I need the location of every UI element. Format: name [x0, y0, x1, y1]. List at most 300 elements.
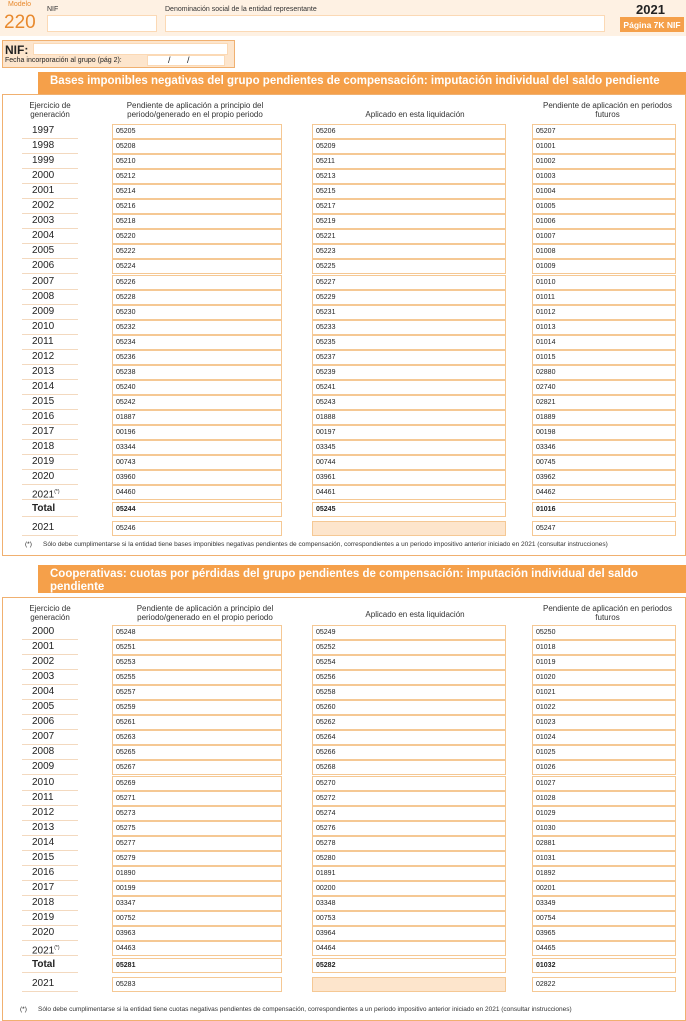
amount-field[interactable]: 05276: [312, 821, 506, 836]
amount-field[interactable]: 05257: [112, 685, 282, 700]
amount-field[interactable]: 00198: [532, 425, 676, 440]
year-text: 2020: [32, 927, 55, 938]
amount-field[interactable]: 01007: [532, 229, 676, 244]
amount-field[interactable]: 05256: [312, 670, 506, 685]
amount-field[interactable]: 05232: [112, 320, 282, 335]
amount-field[interactable]: 01004: [532, 184, 676, 199]
amount-field[interactable]: 05253: [112, 655, 282, 670]
amount-field[interactable]: 05238: [112, 365, 282, 380]
table-row: [0, 229, 686, 244]
amount-field[interactable]: 01023: [532, 715, 676, 730]
amount-field[interactable]: 00745: [532, 455, 676, 470]
amount-field[interactable]: 01022: [532, 700, 676, 715]
amount-field[interactable]: 03965: [532, 926, 676, 941]
amount-field[interactable]: 01014: [532, 335, 676, 350]
amount-field[interactable]: 01019: [532, 655, 676, 670]
amount-field[interactable]: 02822: [532, 977, 676, 992]
amount-field[interactable]: 01891: [312, 866, 506, 881]
amount-field[interactable]: 05262: [312, 715, 506, 730]
year-cell: [22, 866, 78, 881]
year-cell: [22, 836, 78, 851]
s2-col-future: Pendiente de aplicación en periodos futuros: [543, 604, 672, 622]
disabled-field: [312, 977, 506, 992]
disabled-field: [312, 521, 506, 536]
amount-field[interactable]: 00196: [112, 425, 282, 440]
amount-field[interactable]: 05231: [312, 305, 506, 320]
year-cell: [22, 320, 78, 335]
amount-field[interactable]: 05280: [312, 851, 506, 866]
amount-field[interactable]: 00752: [112, 911, 282, 926]
year-cell: [22, 184, 78, 199]
amount-field[interactable]: 05214: [112, 184, 282, 199]
amount-field[interactable]: 05220: [112, 229, 282, 244]
amount-field[interactable]: 01892: [532, 866, 676, 881]
amount-field[interactable]: 05236: [112, 350, 282, 365]
amount-field[interactable]: 05235: [312, 335, 506, 350]
year-cell: [22, 640, 78, 655]
amount-field[interactable]: 00744: [312, 455, 506, 470]
nif-field[interactable]: [33, 43, 228, 55]
amount-field[interactable]: 00743: [112, 455, 282, 470]
amount-field[interactable]: 05237: [312, 350, 506, 365]
year-cell: [22, 806, 78, 821]
amount-field[interactable]: 01013: [532, 320, 676, 335]
amount-field[interactable]: 01001: [532, 139, 676, 154]
s2-col-year: Ejercicio de generación: [29, 604, 71, 622]
amount-field[interactable]: 05273: [112, 806, 282, 821]
amount-field[interactable]: 01028: [532, 791, 676, 806]
amount-field[interactable]: 04460: [112, 485, 282, 500]
amount-field[interactable]: 01031: [532, 851, 676, 866]
year-text: 2011: [32, 791, 54, 803]
table-row: [0, 821, 686, 836]
footnote-ref: (*): [54, 489, 60, 496]
amount-field[interactable]: 01008: [532, 244, 676, 259]
footnote-ref: (*): [54, 945, 60, 952]
amount-field[interactable]: 04465: [532, 941, 676, 956]
table-row: [0, 440, 686, 455]
amount-field[interactable]: 05225: [312, 259, 506, 274]
amount-field[interactable]: 05264: [312, 730, 506, 745]
amount-field[interactable]: 00199: [112, 881, 282, 896]
year-cell: [22, 380, 78, 395]
amount-field[interactable]: 05265: [112, 745, 282, 760]
amount-field[interactable]: 02821: [532, 395, 676, 410]
year-text: 2013: [32, 365, 55, 377]
amount-field[interactable]: 05252: [312, 640, 506, 655]
amount-field[interactable]: 05268: [312, 760, 506, 775]
amount-field[interactable]: 05270: [312, 776, 506, 791]
year-label: 2021: [636, 2, 665, 17]
s1-col-applied: Aplicado en esta liquidación: [365, 110, 465, 119]
amount-field[interactable]: 05266: [312, 745, 506, 760]
year-cell: [22, 440, 78, 455]
year-cell: [22, 655, 78, 670]
last-row: [0, 977, 686, 992]
year-text: 2008: [32, 746, 55, 758]
table-row: [0, 184, 686, 199]
year-cell: [22, 941, 78, 956]
amount-field[interactable]: 02881: [532, 836, 676, 851]
section1-title: Bases imponibles negativas del grupo pendientes de compensación: imputación individual del saldo pendiente: [38, 72, 686, 94]
amount-field[interactable]: 05279: [112, 851, 282, 866]
amount-field[interactable]: 03963: [112, 926, 282, 941]
year-text: 2006: [32, 260, 55, 272]
amount-field[interactable]: 05207: [532, 124, 676, 139]
amount-field[interactable]: 05221: [312, 229, 506, 244]
amount-field[interactable]: 03962: [532, 470, 676, 485]
year-text: 2000: [32, 170, 55, 182]
amount-field[interactable]: 05274: [312, 806, 506, 821]
year-cell: [22, 896, 78, 911]
table-row: [0, 335, 686, 350]
amount-field[interactable]: 05267: [112, 760, 282, 775]
year-cell: [22, 760, 78, 775]
year-cell: [22, 821, 78, 836]
year-text: 2002: [32, 656, 55, 668]
s2-footnote: Sólo debe cumplimentarse si la entidad tiene cuotas negativas pendientes de compensación, correspondientes a un periodo impositivo anterior iniciado en 2021 (consultar instrucciones): [38, 1006, 572, 1013]
amount-field[interactable]: 05205: [112, 124, 282, 139]
table-row: [0, 395, 686, 410]
amount-field[interactable]: 05263: [112, 730, 282, 745]
table-row: [0, 836, 686, 851]
year-cell: [22, 700, 78, 715]
year-cell: [22, 881, 78, 896]
amount-field[interactable]: 01015: [532, 350, 676, 365]
year-text: 2010: [32, 320, 55, 332]
table-row: [0, 760, 686, 775]
table-row: [0, 139, 686, 154]
amount-field[interactable]: 01027: [532, 776, 676, 791]
table-row: [0, 941, 686, 956]
amount-field[interactable]: 04461: [312, 485, 506, 500]
amount-field[interactable]: 05254: [312, 655, 506, 670]
amount-field[interactable]: 05240: [112, 380, 282, 395]
amount-field[interactable]: 01020: [532, 670, 676, 685]
amount-field[interactable]: 01010: [532, 275, 676, 290]
denominacion-label: Denominación social de la entidad representante: [165, 6, 317, 13]
table-row: [0, 244, 686, 259]
year-text: 2019: [32, 456, 55, 468]
amount-field[interactable]: 01012: [532, 305, 676, 320]
year-text: 2014: [32, 836, 55, 848]
table-row: [0, 730, 686, 745]
amount-field[interactable]: 01024: [532, 730, 676, 745]
year-text: 1998: [32, 140, 55, 152]
amount-field[interactable]: 05224: [112, 259, 282, 274]
page-tag: Página 7K NIF: [620, 17, 684, 32]
modelo-label: Modelo: [8, 1, 31, 8]
amount-field[interactable]: 05222: [112, 244, 282, 259]
year-text: 2020: [32, 471, 55, 483]
amount-field[interactable]: 05283: [112, 977, 282, 992]
year-text: 2015: [32, 851, 55, 863]
year-text: 2012: [32, 350, 55, 362]
amount-field[interactable]: 05213: [312, 169, 506, 184]
amount-field[interactable]: 04463: [112, 941, 282, 956]
date-separator: /: [187, 55, 190, 65]
amount-field[interactable]: 05241: [312, 380, 506, 395]
amount-field[interactable]: 05227: [312, 275, 506, 290]
table-row: [0, 685, 686, 700]
amount-field[interactable]: 00197: [312, 425, 506, 440]
year-cell: [22, 365, 78, 380]
table-row: [0, 305, 686, 320]
s1-col-pending-start: Pendiente de aplicación a principio del periodo/generado en el propio periodo: [126, 101, 264, 119]
total-row: [0, 958, 686, 973]
amount-field[interactable]: 01021: [532, 685, 676, 700]
table-row: [0, 791, 686, 806]
year-cell: [22, 275, 78, 290]
year-text: 2012: [32, 806, 55, 818]
amount-field[interactable]: 05217: [312, 199, 506, 214]
year-cell: [22, 214, 78, 229]
amount-field[interactable]: 05250: [532, 625, 676, 640]
amount-field[interactable]: 00200: [312, 881, 506, 896]
year-cell: [22, 485, 78, 500]
amount-field[interactable]: 02880: [532, 365, 676, 380]
amount-field[interactable]: 00201: [532, 881, 676, 896]
table-row: [0, 851, 686, 866]
year-text: 2009: [32, 305, 55, 317]
table-row: [0, 640, 686, 655]
table-row: [0, 485, 686, 500]
table-row: [0, 455, 686, 470]
amount-field[interactable]: 05226: [112, 275, 282, 290]
year-text: 1999: [32, 155, 55, 167]
s1-footnote-mark: (*): [25, 541, 32, 548]
year-text: 2007: [32, 275, 55, 287]
table-row: [0, 700, 686, 715]
amount-field[interactable]: 01003: [532, 169, 676, 184]
amount-field[interactable]: 05247: [532, 521, 676, 536]
amount-field[interactable]: 05211: [312, 154, 506, 169]
amount-field[interactable]: 01888: [312, 410, 506, 425]
amount-field[interactable]: 01026: [532, 760, 676, 775]
amount-field[interactable]: 05246: [112, 521, 282, 536]
total-field[interactable]: 01032: [532, 958, 676, 973]
amount-field[interactable]: 01011: [532, 290, 676, 305]
amount-field[interactable]: 05210: [112, 154, 282, 169]
total-row: [0, 502, 686, 517]
amount-field[interactable]: 05277: [112, 836, 282, 851]
section2-title: Cooperativas: cuotas por pérdidas del grupo pendientes de compensación: imputación individual del saldo pendiente: [38, 565, 686, 593]
modelo-number: 220: [4, 12, 36, 33]
year-text: 2017: [32, 881, 55, 893]
amount-field[interactable]: 05208: [112, 139, 282, 154]
table-row: [0, 911, 686, 926]
fecha-field[interactable]: [147, 55, 225, 66]
amount-field[interactable]: 05243: [312, 395, 506, 410]
s1-footnote: Sólo debe cumplimentarse si la entidad tiene bases imponibles negativas pendientes de compensación, correspondientes a un periodo impositivo anterior iniciado en 2021 (consultar instrucciones): [43, 541, 608, 548]
amount-field[interactable]: 03347: [112, 896, 282, 911]
table-row: [0, 715, 686, 730]
amount-field[interactable]: 05261: [112, 715, 282, 730]
amount-field[interactable]: 05259: [112, 700, 282, 715]
table-row: [0, 625, 686, 640]
fecha-label: Fecha incorporación al grupo (pág 2):: [5, 57, 122, 64]
amount-field[interactable]: 05260: [312, 700, 506, 715]
year-text: 2003: [32, 671, 55, 683]
year-cell: [22, 395, 78, 410]
year-text: 2001: [32, 185, 55, 197]
year-cell: [22, 791, 78, 806]
year-text: 2016: [32, 410, 55, 422]
year-text: 2004: [32, 686, 55, 698]
year-text: 2014: [32, 380, 55, 392]
amount-field[interactable]: 05278: [312, 836, 506, 851]
table-row: [0, 670, 686, 685]
amount-field[interactable]: 01005: [532, 199, 676, 214]
amount-field[interactable]: 01002: [532, 154, 676, 169]
amount-field[interactable]: 03964: [312, 926, 506, 941]
year-text: 2005: [32, 701, 55, 713]
amount-field[interactable]: 05275: [112, 821, 282, 836]
amount-field[interactable]: 05216: [112, 199, 282, 214]
year-text: 1997: [32, 125, 55, 136]
year-cell: [22, 745, 78, 760]
amount-field[interactable]: 05249: [312, 625, 506, 640]
amount-field[interactable]: 05206: [312, 124, 506, 139]
amount-field[interactable]: 01890: [112, 866, 282, 881]
table-row: [0, 320, 686, 335]
amount-field[interactable]: 05233: [312, 320, 506, 335]
total-label: Total: [22, 958, 78, 973]
year-text: 2015: [32, 395, 55, 407]
amount-field[interactable]: 05248: [112, 625, 282, 640]
s2-col-pending-start: Pendiente de aplicación a principio del periodo/generado en el propio periodo: [136, 604, 274, 622]
total-field[interactable]: 05282: [312, 958, 506, 973]
amount-field[interactable]: 01018: [532, 640, 676, 655]
year-text: 2005: [32, 245, 55, 257]
table-row: [0, 926, 686, 941]
amount-field[interactable]: 03961: [312, 470, 506, 485]
amount-field[interactable]: 03349: [532, 896, 676, 911]
total-field[interactable]: 05281: [112, 958, 282, 973]
year-cell: [22, 244, 78, 259]
table-row: [0, 866, 686, 881]
amount-field[interactable]: 05230: [112, 305, 282, 320]
table-row: [0, 169, 686, 184]
amount-field[interactable]: 01029: [532, 806, 676, 821]
year-text: 2000: [32, 626, 55, 637]
amount-field[interactable]: 05255: [112, 670, 282, 685]
table-row: [0, 259, 686, 274]
table-row: [0, 745, 686, 760]
amount-field[interactable]: 04464: [312, 941, 506, 956]
amount-field[interactable]: 05228: [112, 290, 282, 305]
amount-field[interactable]: 05271: [112, 791, 282, 806]
amount-field[interactable]: 05209: [312, 139, 506, 154]
amount-field[interactable]: 01030: [532, 821, 676, 836]
year-cell: [22, 911, 78, 926]
year-text: 2021: [32, 489, 55, 501]
table-row: [0, 410, 686, 425]
amount-field[interactable]: 05242: [112, 395, 282, 410]
table-row: [0, 275, 686, 290]
table-row: [0, 154, 686, 169]
year-text: 2011: [32, 335, 54, 347]
amount-field[interactable]: 00753: [312, 911, 506, 926]
amount-field[interactable]: 03960: [112, 470, 282, 485]
year-text: 2013: [32, 821, 55, 833]
amount-field[interactable]: 03344: [112, 440, 282, 455]
year-cell: [22, 124, 78, 139]
last-year: 2021: [22, 521, 78, 536]
amount-field[interactable]: 01889: [532, 410, 676, 425]
year-text: 2004: [32, 230, 55, 242]
amount-field[interactable]: 05219: [312, 214, 506, 229]
table-row: [0, 425, 686, 440]
year-text: 2003: [32, 215, 55, 227]
year-cell: [22, 670, 78, 685]
s1-col-year: Ejercicio de generación: [29, 101, 71, 119]
year-cell: [22, 290, 78, 305]
year-text: 2001: [32, 641, 55, 653]
amount-field[interactable]: 05229: [312, 290, 506, 305]
amount-field[interactable]: 01025: [532, 745, 676, 760]
amount-field[interactable]: 02740: [532, 380, 676, 395]
table-row: [0, 881, 686, 896]
total-label: Total: [22, 502, 78, 517]
amount-field[interactable]: 05215: [312, 184, 506, 199]
table-row: [0, 655, 686, 670]
total-field[interactable]: 05245: [312, 502, 506, 517]
amount-field[interactable]: 01006: [532, 214, 676, 229]
year-cell: [22, 425, 78, 440]
s2-col-applied: Aplicado en esta liquidación: [365, 610, 465, 619]
amount-field[interactable]: 04462: [532, 485, 676, 500]
year-cell: [22, 335, 78, 350]
year-cell: [22, 715, 78, 730]
amount-field[interactable]: 01009: [532, 259, 676, 274]
amount-field[interactable]: 05251: [112, 640, 282, 655]
amount-field[interactable]: 05269: [112, 776, 282, 791]
year-text: 2018: [32, 896, 55, 908]
amount-field[interactable]: 05258: [312, 685, 506, 700]
amount-field[interactable]: 05272: [312, 791, 506, 806]
amount-field[interactable]: 05223: [312, 244, 506, 259]
table-row: [0, 350, 686, 365]
amount-field[interactable]: 05218: [112, 214, 282, 229]
year-text: 2017: [32, 426, 55, 437]
amount-field[interactable]: 03345: [312, 440, 506, 455]
year-cell: [22, 350, 78, 365]
year-cell: [22, 455, 78, 470]
amount-field[interactable]: 03346: [532, 440, 676, 455]
amount-field[interactable]: 03348: [312, 896, 506, 911]
table-row: [0, 365, 686, 380]
amount-field[interactable]: 05212: [112, 169, 282, 184]
year-text: 2009: [32, 761, 55, 773]
s1-col-future: Pendiente de aplicación en periodos futuros: [543, 101, 672, 119]
year-cell: [22, 470, 78, 485]
amount-field[interactable]: 01887: [112, 410, 282, 425]
total-field[interactable]: 05244: [112, 502, 282, 517]
amount-field[interactable]: 05234: [112, 335, 282, 350]
year-cell: [22, 926, 78, 941]
year-text: 2018: [32, 441, 55, 453]
amount-field[interactable]: 00754: [532, 911, 676, 926]
table-row: [0, 124, 686, 139]
nif-header-label: NIF: [47, 6, 59, 13]
total-field[interactable]: 01016: [532, 502, 676, 517]
nif-header-field[interactable]: [47, 15, 157, 32]
denominacion-field[interactable]: [165, 15, 605, 32]
year-text: 2002: [32, 200, 55, 212]
amount-field[interactable]: 05239: [312, 365, 506, 380]
nif-label: NIF:: [5, 43, 29, 57]
